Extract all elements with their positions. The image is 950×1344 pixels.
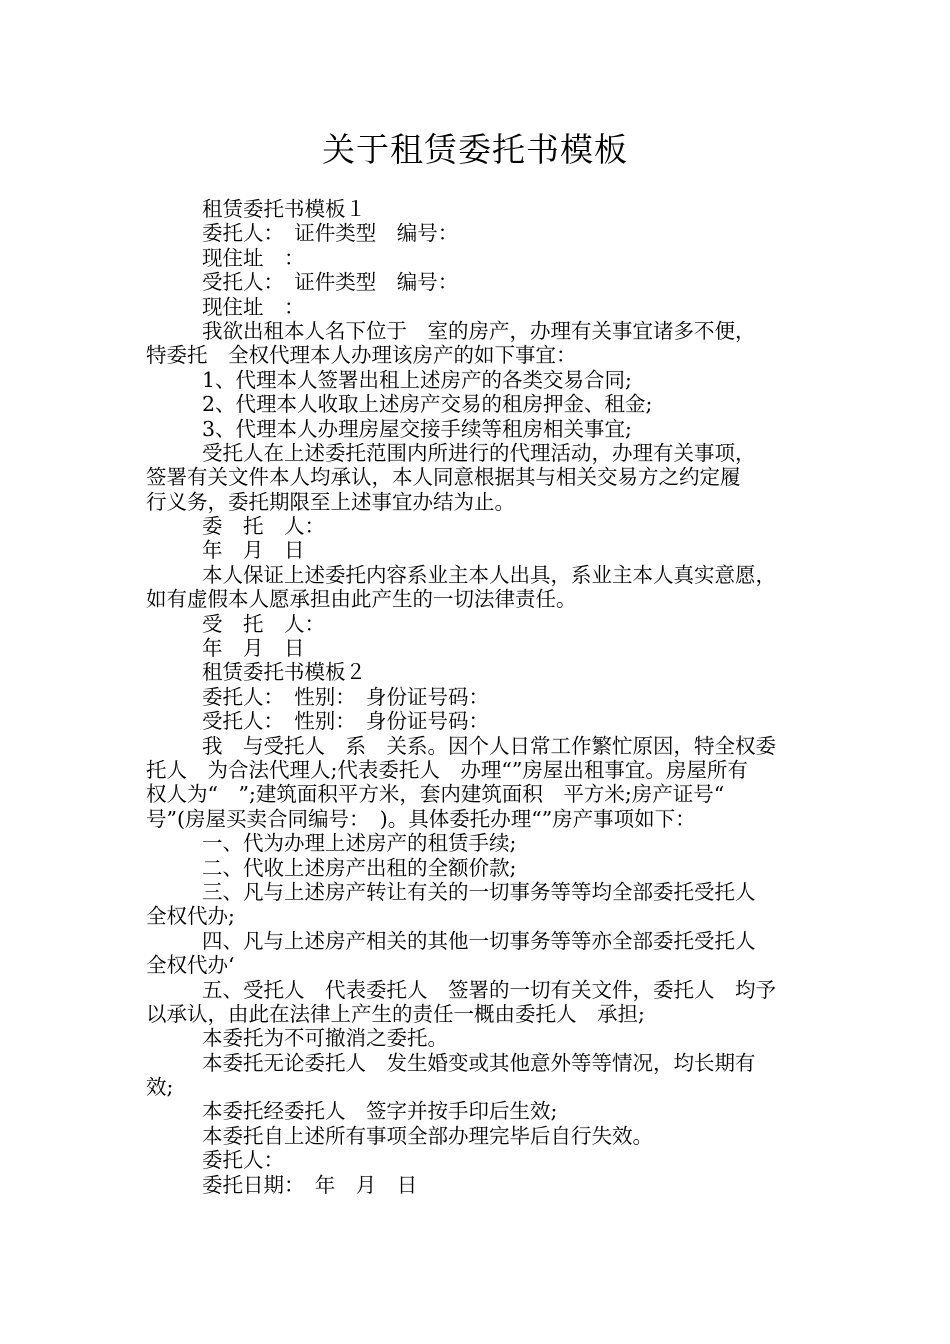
text-line: 一、代为办理上述房产的租赁手续; (202, 831, 517, 856)
text-line: 签署有关文件本人均承认，本人同意根据其与相关交易方之约定履 (146, 465, 741, 490)
text-line: 租赁委托书模板２ (202, 660, 366, 685)
text-line: 我欲出租本人名下位于 室的房产，办理有关事宜诸多不便， (202, 318, 756, 343)
text-line: 受托人： 证件类型 编号： (202, 270, 459, 295)
text-line: 2、代理本人收取上述房产交易的租房押金、租金; (202, 392, 653, 417)
text-line: 权人为“ ”;建筑面积平方米，套内建筑面积 平方米;房产证号“ (146, 782, 725, 807)
text-line: 委托日期： 年 月 日 (202, 1172, 418, 1197)
document-body (146, 197, 810, 1197)
text-line: 租赁委托书模板１ (202, 197, 366, 221)
text-line: 如有虚假本人愿承担由此产生的一切法律责任。 (146, 587, 577, 612)
text-line: 五、受托人 代表委托人 签署的一切有关文件，委托人 均予 (202, 977, 776, 1002)
text-line: 受 托 人： (202, 611, 325, 636)
text-line: 全权代办‘ (146, 953, 235, 978)
text-line: 年 月 日 (202, 538, 305, 563)
text-line: 我 与受托人 系 关系。因个人日常工作繁忙原因，特全权委 (202, 733, 776, 758)
text-line: 受托人： 性别： 身份证号码： (202, 709, 489, 734)
text-line: 托人 为合法代理人;代表委托人 办理“”房屋出租事宜。房屋所有 (146, 757, 748, 782)
text-line: 现住址 ： (202, 245, 305, 270)
text-line: 本委托经委托人 签字并按手印后生效; (202, 1099, 558, 1124)
text-line: 行义务，委托期限至上述事宜办结为止。 (146, 489, 515, 514)
text-line: 三、凡与上述房产转让有关的一切事务等等均全部委托受托人 (202, 879, 756, 904)
text-line: 全权代办; (146, 904, 235, 929)
text-line: 本委托自上述所有事项全部办理完毕后自行失效。 (202, 1123, 653, 1148)
text-line: 以承认，由此在法律上产生的责任一概由委托人 承担; (146, 1001, 645, 1026)
text-line: 效; (146, 1075, 174, 1100)
text-line: 号”(房屋买卖合同编号： )。具体委托办理“”房产事项如下： (146, 806, 696, 831)
text-line: 委托人： 证件类型 编号： (202, 221, 459, 246)
text-line: 特委托 全权代理本人办理该房产的如下事宜： (146, 343, 577, 368)
text-line: 委托人： 性别： 身份证号码： (202, 684, 489, 709)
text-line: 本委托为不可撤消之委托。 (202, 1026, 448, 1051)
text-line: 年 月 日 (202, 636, 305, 661)
text-line: 受托人在上述委托范围内所进行的代理活动，办理有关事项， (202, 440, 756, 465)
text-line: 3、代理本人办理房屋交接手续等租房相关事宜; (202, 416, 632, 441)
text-line: 本委托无论委托人 发生婚变或其他意外等等情况，均长期有 (202, 1050, 756, 1075)
text-line: 四、凡与上述房产相关的其他一切事务等等亦全部委托受托人 (202, 928, 756, 953)
text-line: 本人保证上述委托内容系业主本人出具，系业主本人真实意愿， (202, 562, 776, 587)
text-line: 二、代收上述房产出租的全额价款; (202, 855, 517, 880)
document-title: 关于租赁委托书模板 (322, 130, 628, 169)
text-line: 委 托 人： (202, 514, 325, 539)
text-line: 委托人： (202, 1148, 284, 1173)
text-line: 1、代理本人签署出租上述房产的各类交易合同; (202, 367, 632, 392)
text-line: 现住址 ： (202, 294, 305, 319)
